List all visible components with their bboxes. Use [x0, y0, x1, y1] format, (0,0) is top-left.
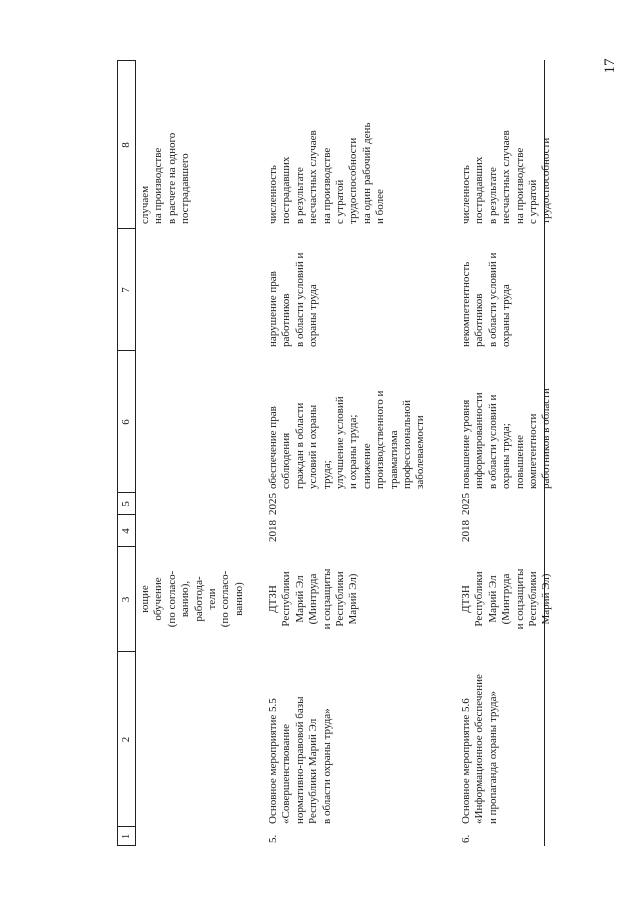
measure-name: Основное мероприятие 5.6 «Информационное обеспечение и пропаганда охраны труда» [460, 674, 499, 824]
responsible-executor: ДТЗН Республики Марий Эл (Минтруда и соцзащиты Республики Марий Эл) [460, 568, 553, 630]
start-year: 2018 [460, 520, 472, 542]
column-header-5: 5 [120, 501, 132, 507]
column-header-4: 4 [120, 528, 132, 534]
program-indicator: численность пострадавших в результате несчастных случаев на производстве с утратой трудоспособности на один рабочий день и более [267, 122, 387, 224]
column-header-3: 3 [120, 596, 132, 603]
column-header-7: 7 [120, 287, 132, 293]
expected-result: обеспечение прав соблюдения граждан в области условий и охраны труда; улучшение условий и охраны труда; снижение производственного и травматизма профессиональной заболеваемости [267, 390, 427, 489]
program-indicator: численность пострадавших в результате несчастных случаев на производстве с утратой трудоспособности [460, 130, 553, 224]
end-year: 2025 [460, 493, 472, 515]
expected-result: повышение уровня информированности в области условий и охраны труда; повышение компетентности работников в области [460, 388, 553, 489]
responsible-executor: ДТЗН Республики Марий Эл (Минтруда и соцзащиты Республики Марий Эл) [267, 568, 360, 630]
column-header-1: 1 [120, 833, 132, 840]
row-number: 6. [460, 834, 472, 843]
non-implementation-consequence: нарушение прав работников в области условий и охраны труда [267, 252, 320, 347]
measure-name: Основное мероприятие 5.5 «Совершенствование нормативно-правовой базы Республики Марий Эл в области охраны труда» [267, 696, 333, 824]
page-number: 17 [602, 58, 618, 74]
rotated-table [117, 60, 553, 846]
column-header-8: 8 [120, 142, 132, 148]
non-implementation-consequence: некомпетентность работников в области условий и охраны труда [460, 252, 513, 347]
column-header-6: 6 [120, 419, 132, 425]
continued-responsible: ющие обучение (по согласо- ванию), работода- тели (по согласо- ванию) [139, 570, 245, 628]
end-year: 2025 [267, 493, 279, 515]
row-number: 5. [267, 834, 279, 843]
start-year: 2018 [267, 520, 279, 542]
continued-indicator: случаем на производстве в расчете на одного пострадавшего [139, 132, 192, 224]
column-header-2: 2 [120, 736, 132, 743]
header-separator [135, 60, 136, 846]
